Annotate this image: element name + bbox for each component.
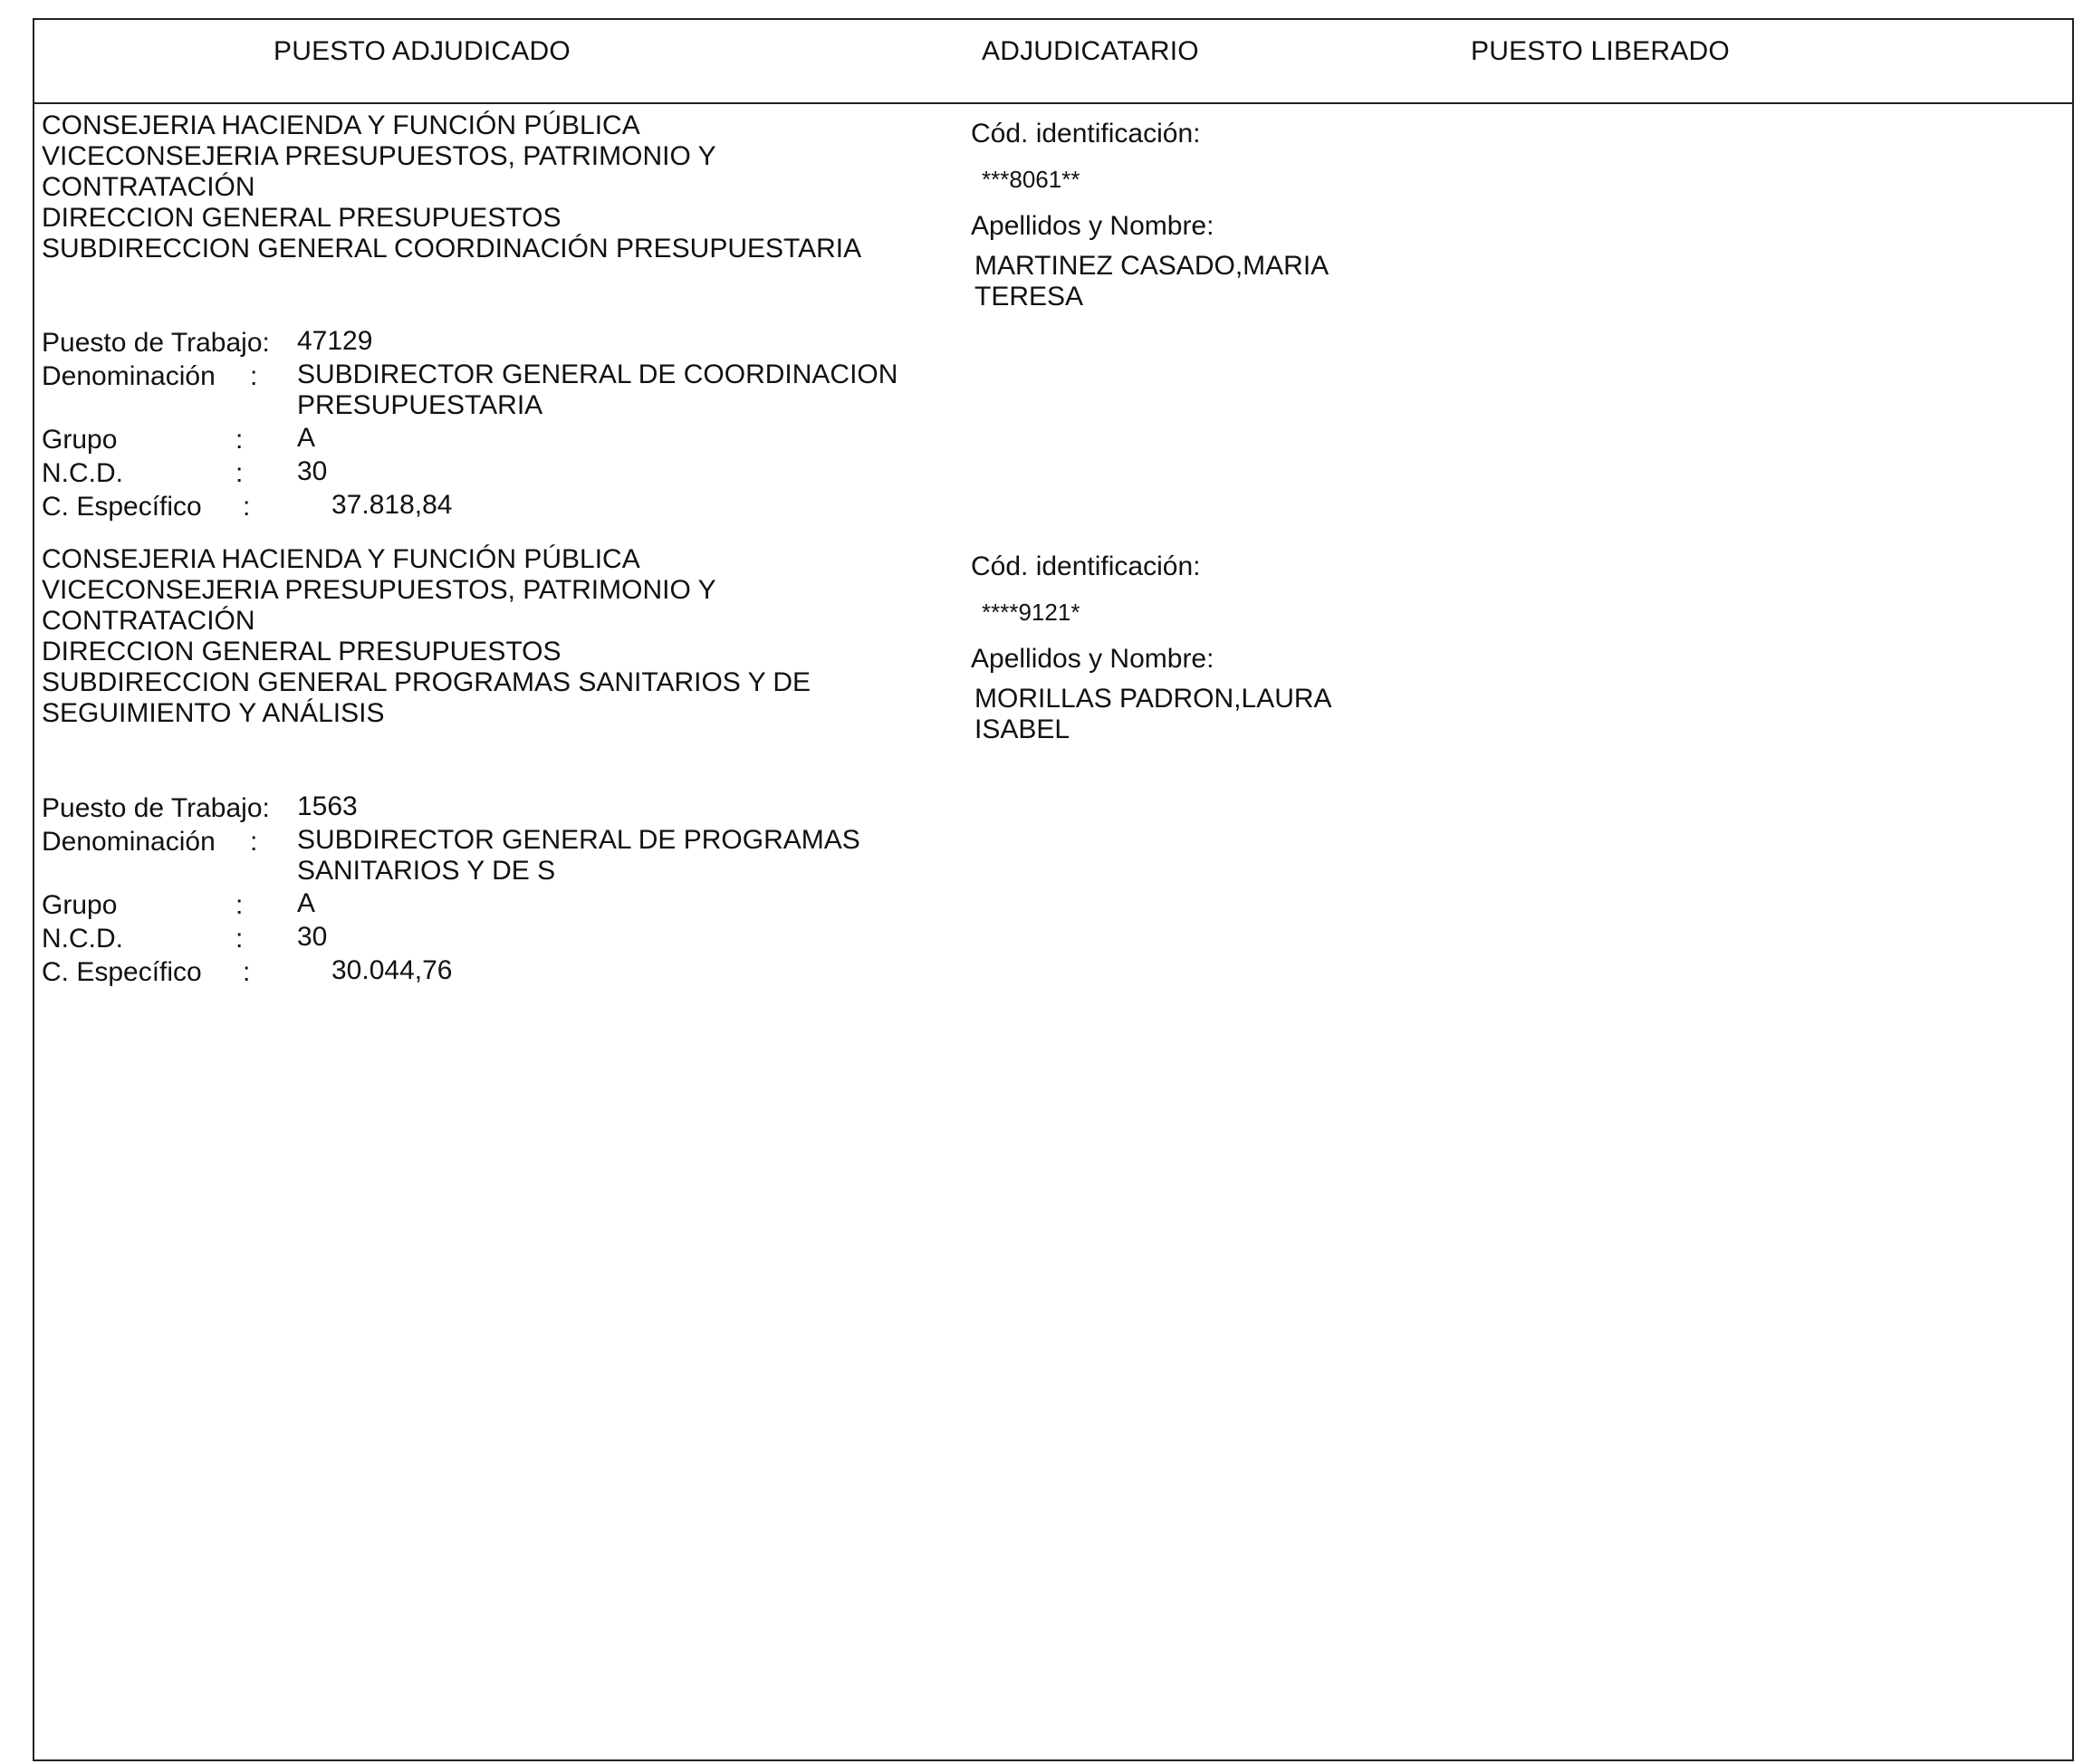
name-label: Apellidos y Nombre: (971, 644, 1214, 674)
org-line: CONTRATACIÓN (42, 606, 255, 636)
field-label: Puesto de Trabajo: (42, 328, 270, 358)
id-label: Cód. identificación: (971, 119, 1201, 149)
header-adjudicatario: ADJUDICATARIO (982, 36, 1199, 66)
field-label: Grupo (42, 425, 118, 455)
field-value: SUBDIRECTOR GENERAL DE COORDINACION PRESUPUESTARIA (297, 360, 898, 420)
field-label: Grupo (42, 890, 118, 920)
field-ncd (42, 456, 929, 490)
org-line: CONSEJERIA HACIENDA Y FUNCIÓN PÚBLICA (42, 110, 640, 140)
org-line: CONTRATACIÓN (42, 172, 255, 202)
field-value: 37.818,84 (331, 490, 453, 520)
field-denominacion (42, 825, 929, 888)
header-puesto-liberado: PUESTO LIBERADO (1471, 36, 1730, 66)
name-label: Apellidos y Nombre: (971, 211, 1214, 241)
entry-2-fields (42, 791, 929, 989)
entry-1-awardee (971, 119, 1364, 312)
field-label: N.C.D. (42, 924, 123, 954)
field-colon: : (250, 827, 258, 857)
org-line: SUBDIRECCION GENERAL PROGRAMAS SANITARIOS Y DE (42, 667, 811, 697)
field-value: SUBDIRECTOR GENERAL DE PROGRAMAS SANITARIOS Y DE S (297, 825, 860, 886)
entry-2-organization (42, 544, 811, 729)
org-line: DIRECCION GENERAL PRESUPUESTOS (42, 637, 562, 666)
field-grupo (42, 423, 929, 456)
field-colon: : (235, 890, 244, 920)
field-colon: : (235, 425, 244, 455)
org-line: VICECONSEJERIA PRESUPUESTOS, PATRIMONIO Y (42, 141, 716, 171)
org-line: DIRECCION GENERAL PRESUPUESTOS (42, 203, 562, 233)
header-puesto-adjudicado: PUESTO ADJUDICADO (274, 36, 571, 66)
entry-2-awardee (971, 551, 1364, 745)
field-denominacion (42, 360, 929, 423)
field-c-especifico (42, 490, 929, 523)
name-value: MARTINEZ CASADO,MARIA TERESA (974, 251, 1328, 312)
field-label: Puesto de Trabajo: (42, 793, 270, 823)
field-value: 30 (297, 922, 328, 952)
field-value: 30.044,76 (331, 955, 453, 985)
field-value: A (297, 423, 316, 453)
field-colon: : (250, 361, 258, 391)
org-line: SUBDIRECCION GENERAL COORDINACIÓN PRESUPUESTARIA (42, 234, 862, 264)
field-label: C. Específico (42, 957, 202, 987)
field-colon: : (243, 492, 251, 522)
field-colon: : (235, 458, 244, 488)
field-value: A (297, 888, 316, 918)
field-colon: : (235, 924, 244, 954)
field-label: Denominación (42, 827, 216, 857)
name-value: MORILLAS PADRON,LAURA ISABEL (974, 684, 1330, 744)
field-value: 1563 (297, 791, 358, 821)
field-value: 47129 (297, 326, 373, 356)
org-line: CONSEJERIA HACIENDA Y FUNCIÓN PÚBLICA (42, 544, 640, 574)
id-label: Cód. identificación: (971, 551, 1201, 581)
field-label: Denominación (42, 361, 216, 391)
org-line: SEGUIMIENTO Y ANÁLISIS (42, 698, 385, 728)
id-value: ****9121* (982, 599, 1080, 626)
entry-1-organization (42, 110, 861, 264)
field-ncd (42, 922, 929, 955)
field-puesto-de-trabajo (42, 791, 929, 825)
field-label: N.C.D. (42, 458, 123, 488)
field-grupo (42, 888, 929, 922)
id-value: ***8061** (982, 166, 1080, 193)
header-divider (33, 102, 2074, 104)
org-line: VICECONSEJERIA PRESUPUESTOS, PATRIMONIO Y (42, 575, 716, 605)
field-label: C. Específico (42, 492, 202, 522)
field-puesto-de-trabajo (42, 326, 929, 360)
entry-1-fields (42, 326, 929, 523)
field-c-especifico (42, 955, 929, 989)
field-value: 30 (297, 456, 328, 486)
field-colon: : (243, 957, 251, 987)
